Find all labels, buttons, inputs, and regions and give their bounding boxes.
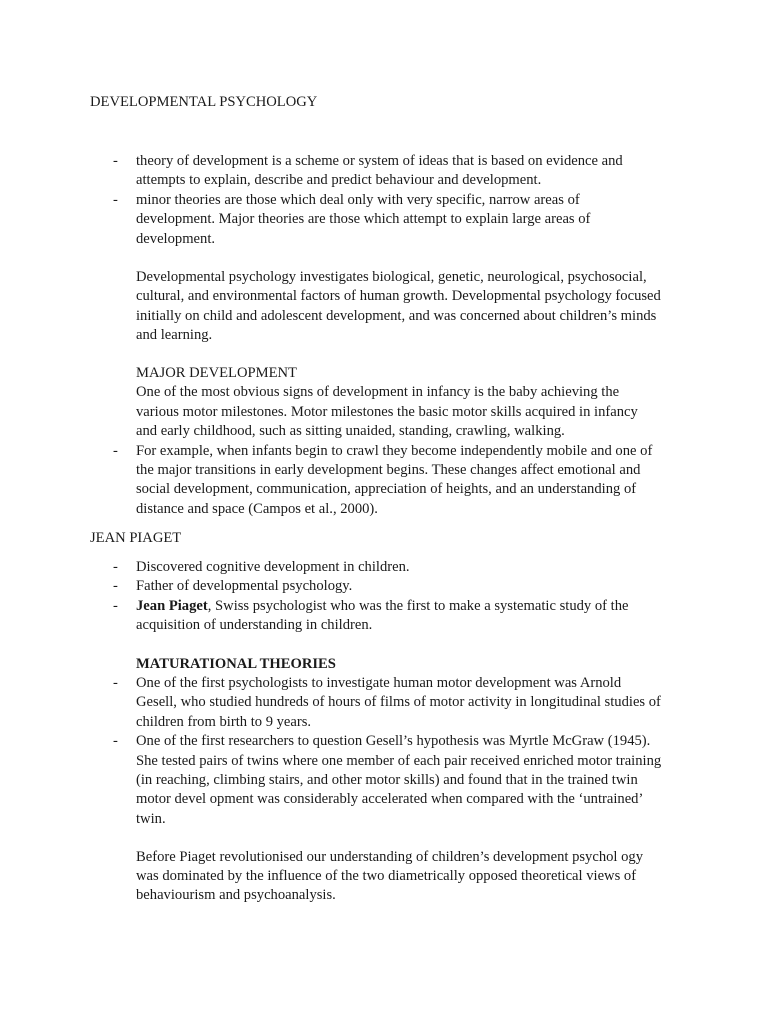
- piaget-bullet-1: [136, 558, 684, 577]
- text-line: minor theories are those which deal only with very specific, narrow areas of: [136, 191, 580, 208]
- piaget-bullet-2: [136, 577, 684, 596]
- maturational-bullet-2: [136, 732, 684, 829]
- text-line: One of the first researchers to question Gesell’s hypothesis was Myrtle McGraw (1945).: [136, 733, 651, 750]
- bold-name: Jean Piaget: [136, 597, 208, 614]
- text-line: For example, when infants begin to crawl they become independently mobile and one of: [136, 442, 653, 459]
- text-line: distance and space (Campos et al., 2000).: [136, 500, 378, 517]
- text-line: initially on child and adolescent development, and was concerned about children’s minds: [136, 307, 657, 324]
- text-line: was dominated by the influence of the two diametrically opposed theoretical views of: [136, 868, 637, 884]
- text-line: social development, communication, appreciation of heights, and an understanding of: [136, 481, 637, 498]
- text-line: development. Major theories are those which attempt to explain large areas of: [136, 211, 591, 228]
- bullet-dash: -: [113, 559, 118, 575]
- maturational-heading-block: [136, 655, 684, 674]
- bullet-dash: -: [113, 733, 118, 750]
- text-line: Discovered cognitive development in children.: [136, 559, 410, 575]
- text-line: theory of development is a scheme or system of ideas that is based on evidence and: [136, 153, 623, 169]
- text-line: Developmental psychology investigates biological, genetic, neurological, psychosocial,: [136, 269, 647, 285]
- bullet-dash: -: [113, 675, 118, 691]
- intro-paragraph: [136, 268, 684, 346]
- major-development-bullet: [136, 442, 684, 520]
- text-line: [136, 597, 684, 616]
- text-line: children from birth to 9 years.: [136, 713, 312, 730]
- bullet-dash: -: [113, 597, 118, 614]
- text-line: acquisition of understanding in children.: [136, 617, 373, 634]
- text-line: and learning.: [136, 327, 213, 344]
- piaget-heading: JEAN PIAGET: [90, 530, 182, 546]
- document-title: DEVELOPMENTAL PSYCHOLOGY: [90, 94, 318, 110]
- text-line: Gesell, who studied hundreds of hours of films of motor activity in longitudinal studies of: [136, 694, 661, 711]
- text-line: One of the most obvious signs of development in infancy is the baby achieving the: [136, 384, 620, 401]
- piaget-bullet-3: [136, 597, 684, 636]
- intro-bullet-2: [136, 191, 684, 249]
- text-line: the major transitions in early development begins. These changes affect emotional and: [136, 462, 641, 478]
- text-line: twin.: [136, 810, 166, 827]
- text-line: various motor milestones. Motor milestones the basic motor skills acquired in infancy: [136, 403, 638, 420]
- bullet-dash: -: [113, 578, 118, 595]
- closing-paragraph: [136, 848, 684, 906]
- text-line: cultural, and environmental factors of human growth. Developmental psychology focused: [136, 288, 661, 305]
- text-line: Before Piaget revolutionised our understanding of children’s development psychol ogy: [136, 848, 644, 865]
- major-development-section: [136, 364, 684, 442]
- section-heading: MAJOR DEVELOPMENT: [136, 365, 297, 381]
- bullet-dash: -: [113, 442, 118, 459]
- text-line: development.: [136, 230, 216, 247]
- text-line: attempts to explain, describe and predict behaviour and development.: [136, 172, 542, 189]
- intro-bullet-1: [136, 152, 684, 191]
- text-line: motor devel opment was considerably accelerated when compared with the ‘untrained’: [136, 791, 644, 808]
- text-line: Father of developmental psychology.: [136, 578, 353, 595]
- section-heading: MATURATIONAL THEORIES: [136, 655, 336, 672]
- bullet-dash: -: [113, 153, 118, 169]
- text-run: , Swiss psychologist who was the first to make a systematic study of the: [207, 597, 629, 614]
- bullet-dash: -: [113, 191, 118, 208]
- text-line: She tested pairs of twins where one member of each pair received enriched motor training: [136, 752, 662, 769]
- text-line: behaviourism and psychoanalysis.: [136, 887, 336, 904]
- text-line: (in reaching, climbing stairs, and other motor skills) and found that in the trained twin: [136, 772, 638, 788]
- text-line: and early childhood, such as sitting unaided, standing, crawling, walking.: [136, 423, 565, 440]
- maturational-bullet-1: [136, 674, 684, 732]
- text-line: One of the first psychologists to investigate human motor development was Arnold: [136, 675, 622, 691]
